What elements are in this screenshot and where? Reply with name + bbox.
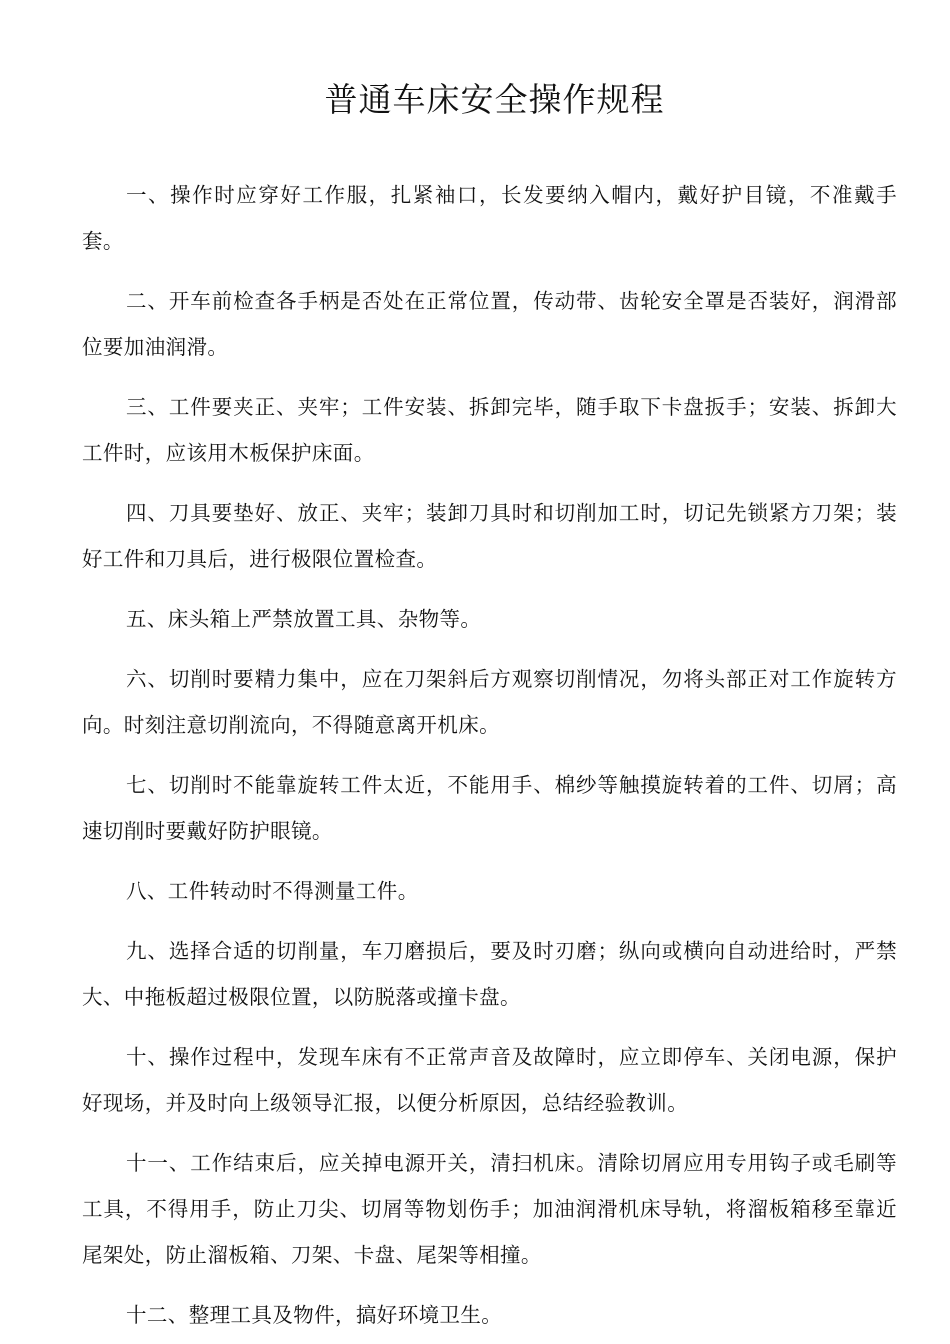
rule-item-1: 一、操作时应穿好工作服，扎紧袖口，长发要纳入帽内，戴好护目镜，不准戴手套。 (82, 183, 897, 253)
rule-item-10: 十、操作过程中，发现车床有不正常声音及故障时，应立即停车、关闭电源，保护好现场，并及时向上级领导汇报，以便分析原因，总结经验教训。 (82, 1045, 897, 1115)
rule-item-3: 三、工件要夹正、夹牢；工件安装、拆卸完毕，随手取下卡盘扳手；安装、拆卸大工件时，应该用木板保护床面。 (82, 395, 897, 465)
rule-item-11: 十一、工作结束后，应关掉电源开关，清扫机床。清除切屑应用专用钩子或毛刷等工具，不得用手，防止刀尖、切屑等物划伤手；加油润滑机床导轨，将溜板箱移至靠近尾架处，防止溜板箱、刀架、卡盘、尾架等相撞。 (82, 1151, 897, 1267)
rule-item-9: 九、选择合适的切削量，车刀磨损后，要及时刃磨；纵向或横向自动进给时，严禁大、中拖板超过极限位置，以防脱落或撞卡盘。 (82, 939, 897, 1009)
rule-item-4: 四、刀具要垫好、放正、夹牢；装卸刀具时和切削加工时，切记先锁紧方刀架；装好工件和刀具后，进行极限位置检查。 (82, 501, 897, 571)
rule-item-5: 五、床头箱上严禁放置工具、杂物等。 (126, 607, 482, 631)
rule-item-6: 六、切削时要精力集中，应在刀架斜后方观察切削情况，勿将头部正对工作旋转方向。时刻注意切削流向，不得随意离开机床。 (82, 667, 897, 737)
rule-item-7: 七、切削时不能靠旋转工件太近，不能用手、棉纱等触摸旋转着的工件、切屑；高速切削时要戴好防护眼镜。 (82, 773, 897, 843)
rules-list (82, 172, 897, 1338)
rule-item-2: 二、开车前检查各手柄是否处在正常位置，传动带、齿轮安全罩是否装好，润滑部位要加油润滑。 (82, 289, 897, 359)
document-title: 普通车床安全操作规程 (324, 80, 665, 119)
rule-item-8: 八、工件转动时不得测量工件。 (126, 879, 419, 903)
rule-item-12: 十二、整理工具及物件，搞好环境卫生。 (126, 1303, 503, 1327)
